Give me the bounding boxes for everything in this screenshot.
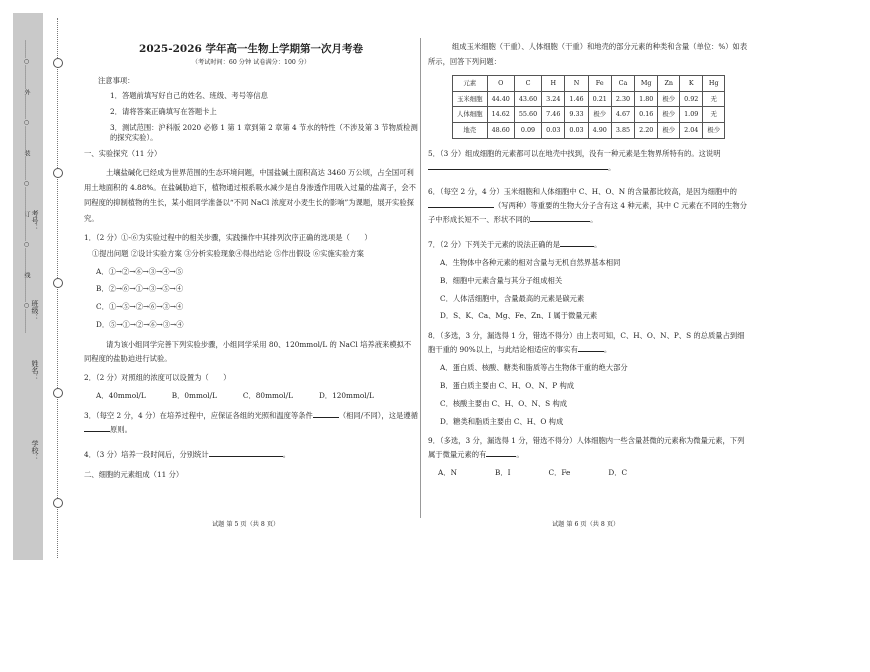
q4-blank[interactable] (209, 448, 283, 457)
table-row: 地壳 48.60 0.09 0.03 0.03 4.90 3.85 2.20 极少 2.04 极少 (453, 123, 725, 139)
notes-heading: 注意事项： (98, 75, 135, 85)
field-name: 姓名： (31, 360, 39, 381)
q1-option-b: B．②→⑥→①→③→⑤→④ (96, 284, 184, 294)
page-divider (420, 38, 421, 518)
section-2-heading: 二、细胞的元素组成（11 分） (84, 469, 184, 479)
question-3: 3．（每空 2 分，4 分）在培养过程中，应保证各组的光照和温度等条件 （相同/不同），这是遵循原则。 (84, 411, 418, 435)
q8-option-b: B．蛋白质主要由 C、H、O、N、P 构成 (440, 380, 575, 390)
q7-option-c: C．人体活细胞中，含量最高的元素是碳元素 (440, 293, 585, 303)
left-footer: 试题 第 5 页（共 8 页） (212, 521, 280, 528)
field-school: 学校： (31, 440, 39, 461)
q8-option-a: A．蛋白质、核酸、糖类和脂质等占生物体干重的绝大部分 (440, 363, 628, 372)
note-2: 2．请将答案正确填写在答题卡上 (110, 107, 217, 117)
question-8: 8．（多选，3 分，漏选得 1 分，错选不得分）由上表可知，C、H、O、N、P、S 的总质量占到细胞干重的 90%以上，与此结论相适应的事实有 。 (428, 331, 745, 355)
q7-option-b: B．细胞中元素含量与其分子组成相关 (440, 275, 563, 285)
q8-option-d: D．糖类和脂质主要由 C、H、O 构成 (440, 416, 564, 426)
right-footer: 试题 第 6 页（共 8 页） (552, 521, 620, 528)
binding-strip-label: ………○…………外…………○…………装…………○…………订…………○…………线…………○………… (23, 40, 30, 333)
exam-subtitle: （考试时间：60 分钟 试卷满分：100 分） (191, 59, 311, 67)
left-page (84, 40, 418, 486)
seal-line (47, 18, 71, 558)
q3-blank-1[interactable] (313, 409, 339, 418)
right-page (428, 40, 750, 486)
q6-blank-2[interactable] (530, 213, 590, 222)
question-1-steps: ①提出问题 ②设计实验方案 ③分析实验现象④得出结论 ⑤作出假设 ⑥实施实验方案 (92, 248, 364, 258)
field-exam-number: 考号： (31, 210, 39, 231)
q2-options (96, 391, 418, 401)
table-header-row: 元素 O C H N Fe Ca Mg Zn K Hg (453, 76, 725, 92)
q2-option-c: C．80mmol/L (242, 391, 293, 401)
field-class: 班级： (31, 300, 39, 321)
q1-option-d: D．⑤→①→②→⑥→③→④ (96, 320, 184, 330)
section-1-heading: 一、实验探究（11 分） (84, 148, 162, 158)
q1-option-a: A．①→②→⑥→③→④→⑤ (96, 266, 183, 276)
passage-2: 请为该小组同学完善下列实验步骤，小组同学采用 80、120mmol/L 的 NaCl 培养液来模拟不同程度的盐胁迫进行试验。 (84, 339, 412, 363)
q7-option-a: A．生物体中各种元素的相对含量与无机自然界基本相同 (440, 257, 621, 267)
q9-option-b: B．I (494, 468, 511, 478)
passage-1: 土壤盐碱化已经成为世界范围的生态环境问题，中国盐碱土面积高达 3460 万公顷，占全国可利用土地面积的 4.88%。在盐碱胁迫下，植物通过根系吸水减少是自身渗透作用吸入过量的盐离子，会不同程度的抑制植物的生长，某小组同学准备以“不同 NaCl 浓度对小麦生长的影响”为课题，展开实验探究。 (84, 167, 416, 223)
q2-option-a: A．40mmol/L (96, 391, 146, 401)
q2-option-d: D．120mmol/L (318, 391, 374, 401)
table-row: 玉米细胞 44.40 43.60 3.24 1.46 0.21 2.30 1.80 极少 0.92 无 (453, 91, 725, 107)
note-1: 1．答题前填写好自己的姓名、班级、考号等信息 (110, 91, 268, 101)
exam-title: 2025-2026 学年高一生物上学期第一次月考卷 (139, 43, 363, 55)
question-7: 7．（2 分）下列关于元素的说法正确的是 。 (428, 240, 602, 250)
question-2: 2．（2 分）对照组的浓度可以设置为（ ） (84, 372, 231, 382)
note-3: 3．测试范围：沪科版 2020 必修 1 第 1 章到第 2 章第 4 节水的特性（不涉及第 3 节物质检测的探究实验）。 (110, 123, 418, 142)
q9-option-a: A．N (438, 468, 457, 478)
q9-option-d: D．C (608, 468, 628, 478)
q6-blank-1[interactable] (428, 199, 494, 208)
q8-option-c: C．核酸主要由 C、H、O、N、S 构成 (440, 398, 568, 408)
q9-blank[interactable] (486, 448, 516, 457)
q2-option-b: B．0mmol/L (171, 391, 217, 401)
table-row: 人体细胞 14.62 55.60 7.46 9.33 极少 4.67 0.16 极少 1.09 无 (453, 107, 725, 123)
q7-option-d: D．S、K、Ca、Mg、Fe、Zn、I 属于微量元素 (440, 311, 598, 321)
q9-option-c: C．Fe (548, 468, 571, 478)
question-9: 9．（多选，3 分，漏选得 1 分，错选不得分）人体细胞内一些含量甚微的元素称为微量元素，下列属于微量元素的有 。 (428, 436, 745, 460)
q9-options (438, 468, 750, 478)
q3-blank-2[interactable] (84, 423, 110, 432)
table-intro: 组成玉米细胞（干重）、人体细胞（干重）和地壳的部分元素的种类和含量（单位：%）如表所示，回答下列问题： (428, 42, 748, 66)
question-6: 6．（每空 2 分，4 分）玉米细胞和人体细胞中 C、H、O、N 的含量都比较高，是因为细胞中的（写两种）等重要的生物大分子含有这 4 种元素，其中 C 元素在不同的生物分子中形成长短不一、形状不同的 。 (428, 187, 748, 225)
q7-blank[interactable] (560, 238, 594, 247)
question-5: 5．（3 分）组成细胞的元素都可以在地壳中找到，没有一种元素是生物界所特有的。这说明 。 (428, 148, 721, 172)
element-table (452, 75, 725, 139)
question-1: 1．（2 分）①-⑥为实验过程中的相关步骤，实践操作中其排列次序正确的选项是（ ） (84, 232, 372, 242)
question-4: 4．（3 分）培养一段时间后，分别统计 。 (84, 450, 291, 460)
q5-blank[interactable] (428, 161, 608, 170)
q1-option-c: C．①→⑤→②→⑥→③→④ (96, 302, 184, 312)
q8-blank[interactable] (578, 343, 604, 352)
